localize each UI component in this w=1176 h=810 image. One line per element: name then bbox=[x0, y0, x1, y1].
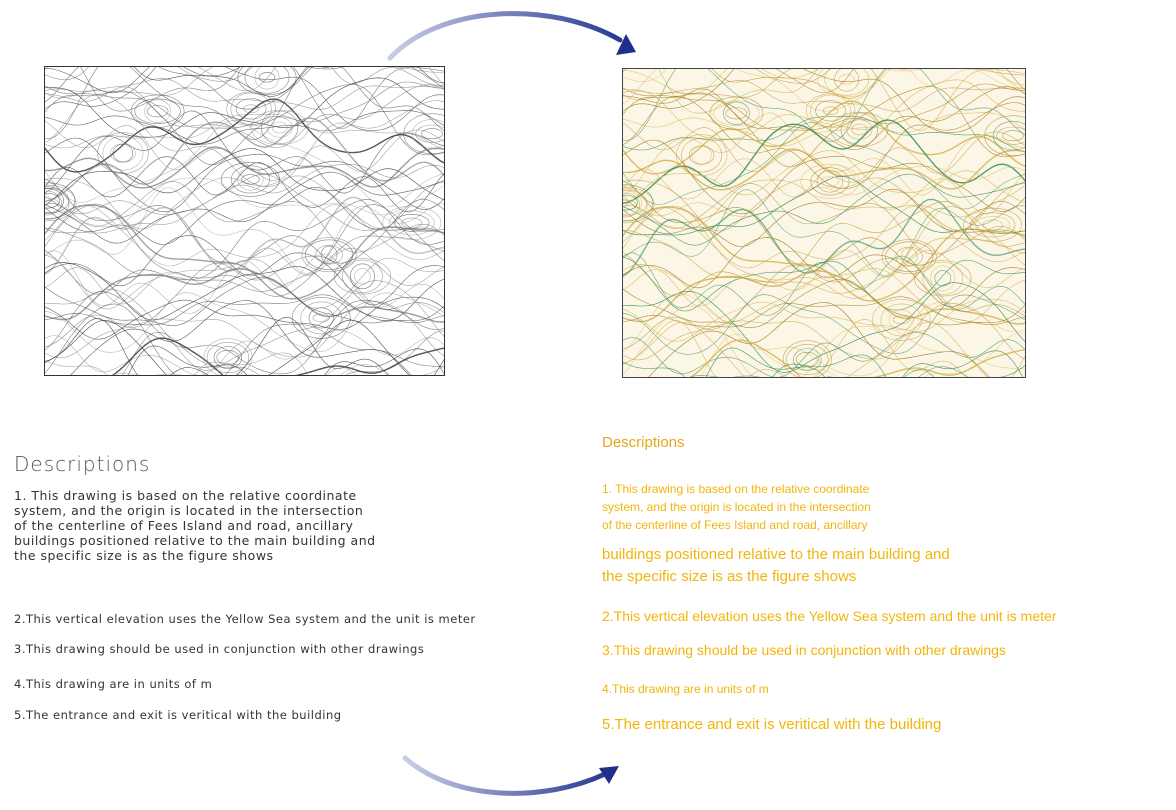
description-item: 5.The entrance and exit is veritical with the building bbox=[14, 708, 342, 722]
transform-arrow-top bbox=[380, 0, 650, 70]
description-item: 2.This vertical elevation uses the Yellow Sea system and the unit is meter bbox=[602, 608, 1057, 624]
contour-line bbox=[45, 67, 444, 81]
contour-line bbox=[45, 67, 444, 131]
paragraph-line: system, and the origin is located in the intersection bbox=[14, 503, 364, 518]
description-item: 3.This drawing should be used in conjunction with other drawings bbox=[14, 642, 425, 656]
paragraph-line: buildings positioned relative to the main building and bbox=[602, 546, 950, 563]
contour-line bbox=[45, 82, 444, 128]
description-original bbox=[14, 452, 534, 722]
contour-loop bbox=[207, 342, 249, 372]
paragraph-line: system, and the origin is located in the intersection bbox=[602, 500, 871, 514]
contour-line bbox=[45, 317, 444, 375]
contour-line bbox=[45, 67, 444, 96]
contour-map-original bbox=[44, 66, 445, 376]
contour-loop bbox=[305, 240, 353, 270]
contour-line bbox=[45, 281, 444, 371]
contour-loop bbox=[259, 72, 275, 82]
contour-line bbox=[45, 236, 444, 305]
description-item: 5.The entrance and exit is veritical with the building bbox=[602, 716, 942, 733]
contour-line bbox=[45, 205, 444, 267]
transform-arrow-bottom bbox=[395, 750, 635, 805]
contour-loop bbox=[412, 119, 444, 148]
contour-line bbox=[45, 301, 444, 358]
description-item: 2.This vertical elevation uses the Yellow Sea system and the unit is meter bbox=[14, 612, 476, 626]
contour-loop bbox=[321, 246, 337, 263]
contour-line bbox=[45, 114, 444, 149]
description-item: 4.This drawing are in units of m bbox=[14, 677, 213, 691]
paragraph-line: buildings positioned relative to the main building and bbox=[14, 533, 376, 548]
paragraph-line: of the centerline of Fees Island and road, ancillary bbox=[14, 518, 354, 533]
description-title: Descriptions bbox=[602, 434, 685, 451]
paragraph-line: 1. This drawing is based on the relative coordinate bbox=[14, 488, 357, 503]
contour-line bbox=[45, 291, 444, 374]
description-item: 4.This drawing are in units of m bbox=[602, 682, 769, 696]
contour-loop bbox=[135, 99, 181, 124]
contour-line bbox=[45, 67, 444, 140]
description-paragraph bbox=[14, 488, 534, 563]
paragraph-line: 1. This drawing is based on the relative coordinate bbox=[602, 482, 870, 496]
contour-map-colored bbox=[622, 68, 1026, 378]
contour-loop bbox=[145, 100, 171, 123]
contour-lines bbox=[45, 67, 444, 375]
contour-line bbox=[45, 67, 444, 85]
contour-line bbox=[45, 67, 444, 128]
contour-loop bbox=[421, 129, 442, 139]
contour-line bbox=[45, 67, 444, 91]
contour-line bbox=[45, 248, 444, 304]
paragraph-line: the specific size is as the figure shows bbox=[14, 548, 274, 563]
contour-line bbox=[45, 331, 444, 375]
paragraph-line: the specific size is as the figure shows bbox=[602, 568, 857, 585]
paragraph-line: of the centerline of Fees Island and road, ancillary bbox=[602, 518, 868, 532]
description-title: Descriptions bbox=[14, 452, 151, 476]
contour-loop bbox=[98, 133, 149, 174]
contour-line bbox=[45, 197, 444, 275]
contour-loop bbox=[242, 175, 260, 185]
description-item: 3.This drawing should be used in conjunction with other drawings bbox=[602, 642, 1006, 658]
contour-loop bbox=[113, 144, 133, 162]
contour-loop bbox=[217, 350, 239, 364]
